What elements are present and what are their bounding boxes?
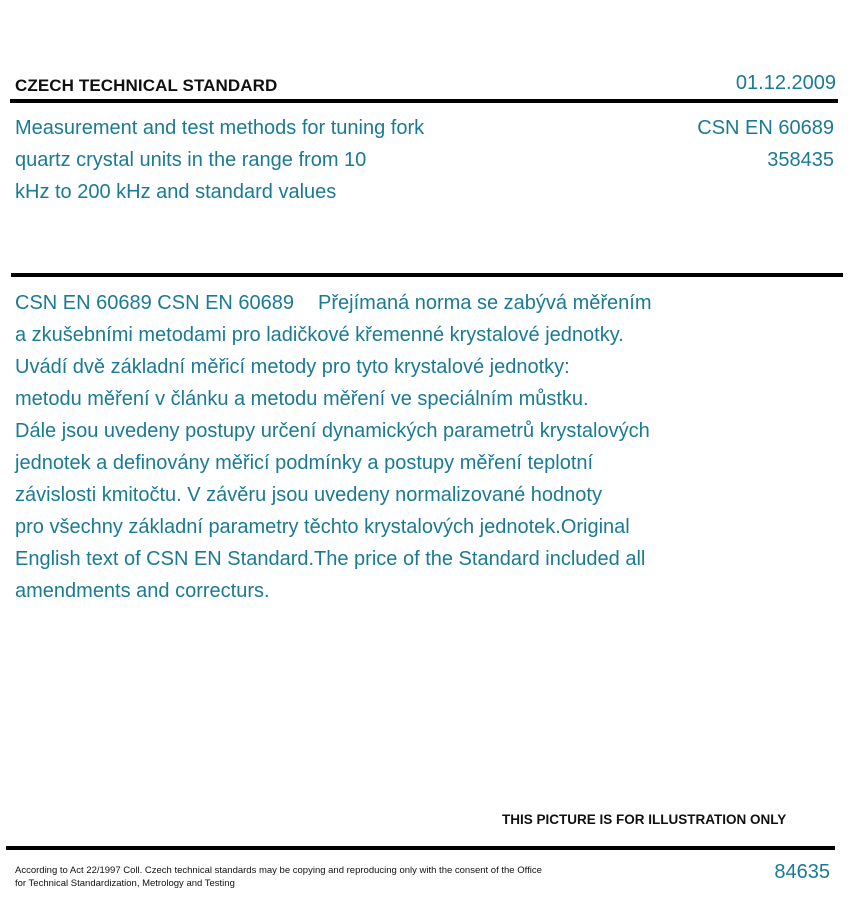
legal-line: According to Act 22/1997 Coll. Czech technical standards may be copying and reproducing only with the consent of the Office bbox=[15, 865, 542, 876]
standard-code: CSN EN 60689 bbox=[697, 117, 834, 139]
document-number: 84635 bbox=[774, 861, 830, 883]
publication-date: 01.12.2009 bbox=[735, 72, 836, 94]
legal-line: for Technical Standardization, Metrology and Testing bbox=[15, 878, 235, 889]
description-text: Přejímaná norma se zabývá měřením bbox=[318, 292, 652, 314]
description-line: metodu měření v článku a metodu měření ve speciálním můstku. bbox=[15, 388, 589, 410]
footer-divider bbox=[6, 846, 835, 850]
header-divider bbox=[10, 99, 838, 103]
description-codes: CSN EN 60689 CSN EN 60689 bbox=[15, 292, 295, 314]
standard-title bbox=[15, 112, 475, 208]
description-line bbox=[15, 287, 705, 319]
description-line: amendments and correcturs. bbox=[15, 580, 270, 602]
title-line: Measurement and test methods for tuning fork bbox=[15, 117, 425, 139]
description-line: závislosti kmitočtu. V závěru jsou uvedeny normalizované hodnoty bbox=[15, 484, 602, 506]
section-divider bbox=[11, 273, 843, 277]
description-line: Uvádí dvě základní měřicí metody pro tyto krystalové jednotky: bbox=[15, 356, 570, 378]
standard-identifiers bbox=[697, 112, 834, 176]
description-line: pro všechny základní parametry těchto krystalových jednotek.Original bbox=[15, 516, 630, 538]
title-line: kHz to 200 kHz and standard values bbox=[15, 181, 337, 203]
legal-notice bbox=[15, 864, 615, 890]
illustration-note: THIS PICTURE IS FOR ILLUSTRATION ONLY bbox=[502, 812, 787, 827]
description-line: Dále jsou uvedeny postupy určení dynamických parametrů krystalových bbox=[15, 420, 650, 442]
standard-type-label: CZECH TECHNICAL STANDARD bbox=[15, 76, 278, 95]
title-line: quartz crystal units in the range from 10 bbox=[15, 149, 367, 171]
description-line: jednotek a definovány měřicí podmínky a postupy měření teplotní bbox=[15, 452, 594, 474]
description-line: a zkušebními metodami pro ladičkové křemenné krystalové jednotky. bbox=[15, 324, 624, 346]
catalog-number: 358435 bbox=[767, 149, 834, 171]
description-line: English text of CSN EN Standard.The price of the Standard included all bbox=[15, 548, 646, 570]
standard-description bbox=[15, 287, 705, 607]
